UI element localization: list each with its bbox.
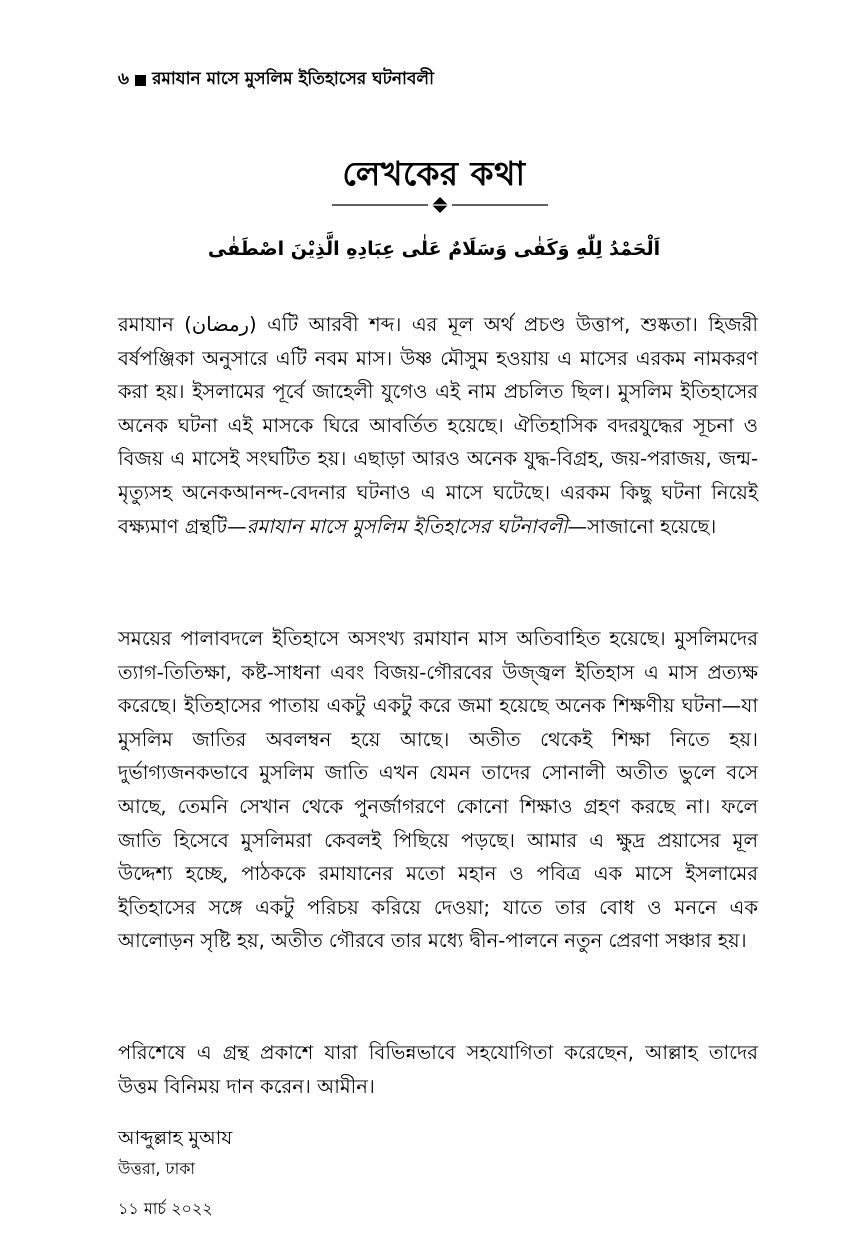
author-date: ১১ মার্চ ২০২২ [118,1199,213,1218]
title-ornament-divider [332,196,548,214]
para1-text-b: ) এটি আরবী শব্দ। এর মূল অর্থ প্রচণ্ড উত্তাপ, শুষ্কতা। হিজরী বর্ষপঞ্জিকা অনুসারে এটি নবম মাস। উষ্ণ মৌসুম হওয়ায় এ মাসের এরকম নামকরণ করা হয়। ইসলামের পূর্বে জাহেলী যুগেও এই নাম প্রচলিত ছিল। মুসলিম ইতিহাসের অনেক ঘটনা এই মাসকে ঘিরে আবর্তিত হয়েছে। ঐতিহাসিক বদরযুদ্ধের সূচনা ও বিজয় এ মাসেই সংঘটিত হয়। এছাড়া আরও অনেক যুদ্ধ-বিগ্রহ, জয়-পরাজয়, জন্ম-মৃত্যুসহ অনেকআনন্দ-বেদনার ঘটনাও এ মাসে ঘটেছে। এরকম কিছু ঘটনা নিয়েই বক্ষ্যমাণ গ্রন্থটি— [118,313,758,538]
chapter-title: লেখকের কথা [342,154,526,193]
running-head-title: রমাযান মাসে মুসলিম ইতিহাসের ঘটনাবলী [152,69,434,89]
paragraph-history: সময়ের পালাবদলে ইতিহাসে অসংখ্য রমাযান মাস অতিবাহিত হয়েছে। মুসলিমদের ত্যাগ-তিতিক্ষা, কষ্ট-সাধনা এবং বিজয়-গৌরবের উজ্জ্বল ইতিহাস এ মাস প্রত্যক্ষ করেছে। ইতিহাসের পাতায় একটু একটু করে জমা হয়েছে অনেক শিক্ষণীয় ঘটনা—যা মুসলিম জাতির অবলম্বন হয়ে আছে। অতীত থেকেই শিক্ষা নিতে হয়। দুর্ভাগ্যজনকভাবে মুসলিম জাতি এখন যেমন তাদের সোনালী অতীত ভুলে বসে আছে, তেমনি সেখান থেকে পুনর্জাগরণে কোনো শিক্ষাও গ্রহণ করছে না। ফলে জাতি হিসেবে মুসলিমরা কেবলই পিছিয়ে পড়ছে। আমার এ ক্ষুদ্র প্রয়াসের মূল উদ্দেশ্য হচ্ছে, পাঠককে রমাযানের মতো মহান ও পবিত্র এক মাসে ইসলামের ইতিহাসের সঙ্গে একটু পরিচয় করিয়ে দেওয়া; যাতে তার বোধ ও মননে এক আলোড়ন সৃষ্টি হয়, অতীত গৌরবে তার মধ্যে দ্বীন-পালনে নতুন প্রেরণা সঞ্চার হয়। [118,627,758,953]
page-number: ৬ [118,69,130,89]
para1-text-a: রমাযান ( [118,313,192,336]
square-bullet-icon [135,75,146,86]
para1-text-c: —সাজানো হয়েছে। [567,514,717,538]
running-head [118,66,434,94]
para1-arabic-word: رمضان [191,313,249,336]
para1-book-title: রমাযান মাসে মুসলিম ইতিহাসের ঘটনাবলী [246,514,568,538]
author-name: আব্দুল্লাহ মুআয [118,1127,233,1149]
arabic-opening-praise: اَلْحَمْدُ لِلّٰهِ وَكَفٰى وَسَلَامٌ عَلٰى عِبَادِهِ الَّذِيْنَ اصْطَفٰى [207,238,661,260]
author-place: উত্তরা, ঢাকা [118,1159,196,1178]
paragraph-intro [118,308,758,543]
paragraph-thanks: পরিশেষে এ গ্রন্থ প্রকাশে যারা বিভিন্নভাবে সহযোগিতা করেছেন, আল্লাহ তাদের উত্তম বিনিময় দান করেন। আমীন। [118,1041,758,1098]
